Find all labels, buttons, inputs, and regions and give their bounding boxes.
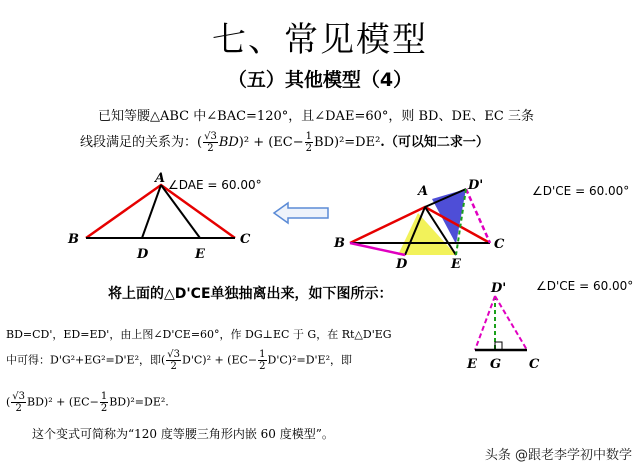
label-e: E <box>195 247 205 262</box>
left-arrow-icon <box>272 200 332 226</box>
triangle-sides-ab-ac <box>86 185 235 238</box>
segment-ae <box>161 185 200 238</box>
extracted-triangle-figure <box>455 278 555 373</box>
magenta-cd-prime <box>466 189 490 243</box>
fraction-sqrt3-over-2: $\frac{√3}{2}$ <box>204 131 217 154</box>
fraction-sqrt3-over-2: $\frac{√3}{2}$ <box>167 349 181 372</box>
problem-note: .（可以知二求一） <box>380 135 489 150</box>
right-triangle-figure <box>330 175 530 270</box>
fraction-half: $\frac{1}{2}$ <box>305 131 313 154</box>
label-c: C <box>240 232 251 247</box>
section-subtitle: （五）其他模型（4） <box>227 69 413 91</box>
footer-watermark: 头条 @跟老李学初中数学 <box>484 448 632 463</box>
label-c: C <box>529 357 540 372</box>
label-d-prime: D' <box>491 281 507 296</box>
label-c: C <box>494 237 505 252</box>
extract-instruction: 将上面的△D'CE单独抽离出来，如下图所示： <box>108 286 393 302</box>
page-title: 七、常见模型 <box>212 20 428 60</box>
fraction-half: $\frac{1}{2}$ <box>100 391 108 414</box>
label-e: E <box>451 257 461 270</box>
solution-line-3: ( $\frac{√3}{2}$ BD)² + (EC− $\frac{1}{2}$ BD)²=DE². <box>6 391 169 414</box>
label-d: D <box>137 247 149 262</box>
left-angle-readout: ∠DAE = 60.00° <box>168 178 262 192</box>
label-a: A <box>418 184 429 199</box>
solution-line-1: BD=CD'，ED=ED'，由上图∠D'CE=60°，作 DG⊥EC 于 G，在 Rt△D'EG <box>6 328 392 341</box>
solution-line-2: 中可得：D'G²+EG²=D'E²，即( $\frac{√3}{2}$ D'C)² + (EC− $\frac{1}{2}$ D'C)²=D'E²，即 <box>6 349 352 372</box>
label-e: E <box>467 357 477 372</box>
label-b: B <box>68 232 79 247</box>
label-a: A <box>155 171 166 186</box>
magenta-bd <box>350 243 405 255</box>
label-d: D <box>396 257 408 270</box>
label-d-prime: D' <box>468 178 484 193</box>
small-angle-readout: ∠D'CE = 60.00° <box>536 279 634 293</box>
solution-line-4: 这个变式可简称为“120 度等腰三角形内嵌 60 度模型”。 <box>32 427 334 441</box>
problem-line-1: 已知等腰△ABC 中∠BAC=120°，且∠DAE=60°，则 BD、DE、EC 三条 <box>98 109 534 124</box>
right-angle-readout: ∠D'CE = 60.00° <box>532 184 630 198</box>
problem-prefix: 线段满足的关系为：( <box>80 135 203 150</box>
label-b: B <box>334 236 345 251</box>
label-g: G <box>490 357 502 372</box>
fraction-half: $\frac{1}{2}$ <box>259 349 266 372</box>
segment-d-prime-e <box>475 296 495 350</box>
fraction-sqrt3-over-2: $\frac{√3}{2}$ <box>12 391 26 414</box>
problem-line-2: 线段满足的关系为：( $\frac{√3}{2}$ BD)² + (EC− $\frac{1}{2}$ BD)²=DE².（可以知二求一） <box>80 131 489 154</box>
